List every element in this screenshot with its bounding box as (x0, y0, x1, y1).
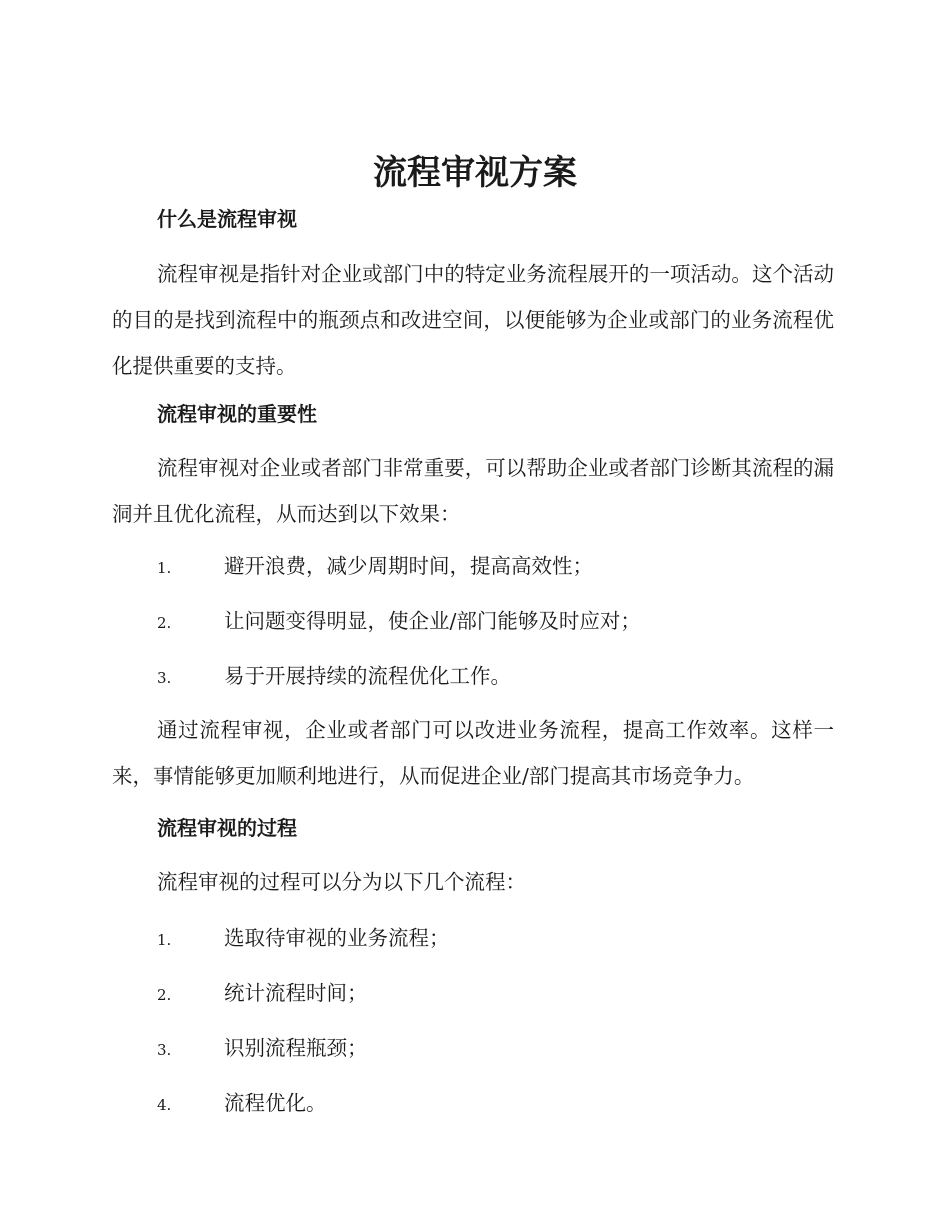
list-item-number: 1. (157, 931, 172, 949)
list-item-text: 让问题变得明显，使企业/部门能够及时应对； (224, 609, 641, 633)
paragraph-definition: 流程审视是指针对企业或部门中的特定业务流程展开的一项活动。这个活动的目的是找到流程中的瓶颈点和改进空间，以便能够为企业或部门的业务流程优化提供重要的支持。 (112, 262, 834, 378)
list-item-number: 2. (157, 986, 172, 1004)
paragraph-importance-intro: 流程审视对企业或者部门非常重要，可以帮助企业或者部门诊断其流程的漏洞并且优化流程，从而达到以下效果： (112, 456, 834, 526)
list-item (157, 551, 593, 583)
list-item-text: 统计流程时间； (224, 981, 368, 1005)
list-item-text: 流程优化。 (224, 1091, 327, 1115)
list-item-text: 识别流程瓶颈； (224, 1036, 368, 1060)
list-item (157, 978, 368, 1010)
list-item-text: 易于开展持续的流程优化工作。 (224, 664, 511, 688)
list-item-text: 选取待审视的业务流程； (224, 926, 450, 950)
section-heading-importance: 流程审视的重要性 (157, 402, 317, 426)
list-item-number: 3. (157, 1041, 172, 1059)
list-item (157, 1088, 327, 1120)
list-item (157, 923, 450, 955)
list-item (157, 606, 641, 638)
list-item-number: 4. (157, 1096, 172, 1114)
document-title: 流程审视方案 (373, 153, 577, 193)
list-item-text: 避开浪费，减少周期时间，提高高效性； (224, 554, 593, 578)
section-heading-what-is: 什么是流程审视 (157, 207, 297, 231)
paragraph-process-intro: 流程审视的过程可以分为以下几个流程： (157, 870, 526, 894)
section-heading-process: 流程审视的过程 (157, 816, 297, 840)
paragraph-importance-outro: 通过流程审视，企业或者部门可以改进业务流程，提高工作效率。这样一来，事情能够更加顺利地进行，从而促进企业/部门提高其市场竞争力。 (112, 718, 834, 788)
list-item (157, 661, 511, 693)
list-item-number: 2. (157, 614, 172, 632)
list-item-number: 1. (157, 559, 172, 577)
list-item-number: 3. (157, 669, 172, 687)
list-item (157, 1033, 368, 1065)
